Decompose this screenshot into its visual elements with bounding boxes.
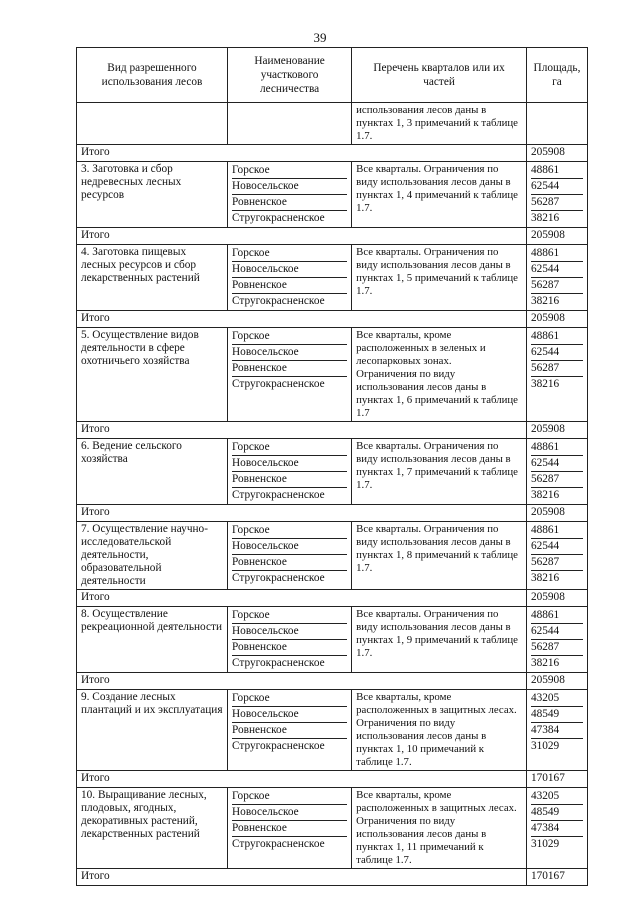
forestry-name: Горское [232,608,347,624]
table-header-row [77,48,588,103]
forestry-name: Новосельское [232,805,347,821]
continued-empty-cell [77,103,228,145]
area-value: 56287 [531,278,583,294]
header-forestry: Наименование участкового лесничества [228,48,352,103]
area-value: 62544 [531,262,583,278]
area-value: 62544 [531,539,583,555]
total-label: Итого [77,145,527,162]
quarters-description [352,690,527,771]
total-row [77,145,588,162]
description-paragraph: Ограничения по виду использования лесов даны в пунктах 1, 10 примечаний к таблице 1.7. [356,717,487,768]
forestry-name: Ровненское [232,278,347,294]
section-title: 10. Выращивание лесных, плодовых, ягодных, декоративных растений, лекарственных растений [77,788,228,869]
continued-empty-cell [526,103,587,145]
area-value: 38216 [530,212,560,224]
area-value: 62544 [531,624,583,640]
forestry-name: Стругокрасненское [232,740,325,752]
forestry-name: Горское [232,789,347,805]
total-label: Итого [77,590,527,607]
area-value: 43205 [531,691,583,707]
forestry-list [228,690,352,771]
section-title: 7. Осуществление научно-исследовательской деятельности, образовательной деятельности [77,522,228,590]
forestry-name: Ровненское [232,361,347,377]
forestry-name: Горское [232,163,347,179]
forest-use-table [76,47,588,886]
section-row [77,522,588,590]
forestry-name: Ровненское [232,195,347,211]
total-value: 170167 [526,869,587,886]
area-value: 38216 [530,489,560,501]
total-row [77,311,588,328]
section-row [77,788,588,869]
forestry-name: Горское [232,329,347,345]
forestry-name: Ровненское [232,555,347,571]
description-paragraph: Ограничения по виду использования лесов даны в пунктах 1, 11 примечаний к таблице 1.7. [356,815,487,866]
header-quarters: Перечень кварталов или их частей [352,48,527,103]
description-paragraph: Все кварталы, кроме расположенных в защитных лесах. [356,691,517,716]
description-paragraph: Все кварталы. Ограничения по виду использования лесов даны в пунктах 1, 8 примечаний к таблице 1.7. [356,523,518,574]
quarters-description [352,162,527,228]
forestry-name: Ровненское [232,723,347,739]
total-label: Итого [77,228,527,245]
forestry-name: Новосельское [232,345,347,361]
area-value: 31029 [530,838,560,850]
forestry-list [228,328,352,422]
forestry-list [228,522,352,590]
forestry-name: Горское [232,691,347,707]
section-title: 8. Осуществление рекреационной деятельности [77,607,228,673]
forestry-name: Новосельское [232,624,347,640]
total-value: 170167 [526,771,587,788]
area-value: 48861 [531,163,583,179]
forestry-list [228,245,352,311]
area-value: 48861 [531,329,583,345]
forestry-name: Стругокрасненское [232,378,325,390]
total-row [77,505,588,522]
area-value: 43205 [531,789,583,805]
section-title: 5. Осуществление видов деятельности в сфере охотничьего хозяйства [77,328,228,422]
total-value: 205908 [526,673,587,690]
forestry-list [228,162,352,228]
area-value: 62544 [531,179,583,195]
forestry-name: Новосельское [232,179,347,195]
description-paragraph: Все кварталы, кроме расположенных в защитных лесах. [356,789,517,814]
forestry-list [228,788,352,869]
forestry-name: Стругокрасненское [232,838,325,850]
section-row [77,439,588,505]
area-value: 48861 [531,523,583,539]
total-value: 205908 [526,422,587,439]
description-paragraph: Ограничения по виду использования лесов даны в пунктах 1, 6 примечаний к таблице 1.7 [356,368,518,419]
area-value: 62544 [531,456,583,472]
section-row [77,245,588,311]
total-row [77,590,588,607]
forestry-list [228,439,352,505]
forestry-list [228,607,352,673]
forestry-name: Ровненское [232,472,347,488]
area-value: 47384 [531,821,583,837]
area-value: 48861 [531,440,583,456]
page-number: 39 [313,30,327,45]
total-value: 205908 [526,590,587,607]
area-list [526,690,587,771]
description-paragraph: Все кварталы. Ограничения по виду использования лесов даны в пунктах 1, 5 примечаний к таблице 1.7. [356,246,518,297]
header-area: Площадь, га [526,48,587,103]
section-row [77,328,588,422]
area-list [526,162,587,228]
forestry-name: Стругокрасненское [232,212,325,224]
area-value: 62544 [531,345,583,361]
area-value: 38216 [530,295,560,307]
area-value: 38216 [530,378,560,390]
total-row [77,422,588,439]
forestry-name: Горское [232,246,347,262]
area-value: 56287 [531,361,583,377]
total-value: 205908 [526,505,587,522]
forestry-name: Горское [232,440,347,456]
continued-empty-cell [228,103,352,145]
area-value: 56287 [531,640,583,656]
forestry-name: Стругокрасненское [232,657,325,669]
area-list [526,607,587,673]
forestry-name: Ровненское [232,821,347,837]
total-label: Итого [77,771,527,788]
area-value: 48861 [531,608,583,624]
area-value: 47384 [531,723,583,739]
area-value: 31029 [530,740,560,752]
area-value: 48861 [531,246,583,262]
section-row [77,607,588,673]
area-value: 38216 [530,572,560,584]
total-row [77,869,588,886]
continued-text: использования лесов даны в пунктах 1, 3 примечаний к таблице 1.7. [352,103,527,145]
total-label: Итого [77,673,527,690]
total-value: 205908 [526,228,587,245]
area-value: 56287 [531,555,583,571]
total-label: Итого [77,311,527,328]
description-paragraph: Все кварталы. Ограничения по виду использования лесов даны в пунктах 1, 7 примечаний к таблице 1.7. [356,440,518,491]
quarters-description [352,607,527,673]
quarters-description [352,439,527,505]
area-list [526,439,587,505]
quarters-description [352,245,527,311]
area-list [526,328,587,422]
area-list [526,788,587,869]
forestry-name: Стругокрасненское [232,489,325,501]
area-value: 56287 [531,472,583,488]
total-label: Итого [77,422,527,439]
quarters-description [352,522,527,590]
area-value: 38216 [530,657,560,669]
area-list [526,245,587,311]
total-value: 205908 [526,145,587,162]
section-title: 9. Создание лесных плантаций и их эксплуатация [77,690,228,771]
description-paragraph: Все кварталы. Ограничения по виду использования лесов даны в пунктах 1, 9 примечаний к таблице 1.7. [356,608,518,659]
area-value: 48549 [531,707,583,723]
section-title: 4. Заготовка пищевых лесных ресурсов и сбор лекарственных растений [77,245,228,311]
forestry-name: Новосельское [232,707,347,723]
area-list [526,522,587,590]
quarters-description [352,328,527,422]
area-value: 56287 [531,195,583,211]
total-row [77,771,588,788]
description-paragraph: Все кварталы. Ограничения по виду использования лесов даны в пунктах 1, 4 примечаний к таблице 1.7. [356,163,518,214]
total-row [77,228,588,245]
forestry-name: Горское [232,523,347,539]
forestry-name: Ровненское [232,640,347,656]
header-use-type: Вид разрешенного использования лесов [77,48,228,103]
forestry-name: Новосельское [232,456,347,472]
forestry-name: Новосельское [232,262,347,278]
total-label: Итого [77,505,527,522]
quarters-description [352,788,527,869]
section-row [77,162,588,228]
forestry-name: Стругокрасненское [232,295,325,307]
total-label: Итого [77,869,527,886]
forestry-name: Стругокрасненское [232,572,325,584]
forestry-name: Новосельское [232,539,347,555]
section-title: 3. Заготовка и сбор недревесных лесных ресурсов [77,162,228,228]
continued-row [77,103,588,145]
area-value: 48549 [531,805,583,821]
section-title: 6. Ведение сельского хозяйства [77,439,228,505]
total-value: 205908 [526,311,587,328]
section-row [77,690,588,771]
total-row [77,673,588,690]
description-paragraph: Все кварталы, кроме расположенных в зеленых и лесопарковых зонах. [356,329,486,367]
